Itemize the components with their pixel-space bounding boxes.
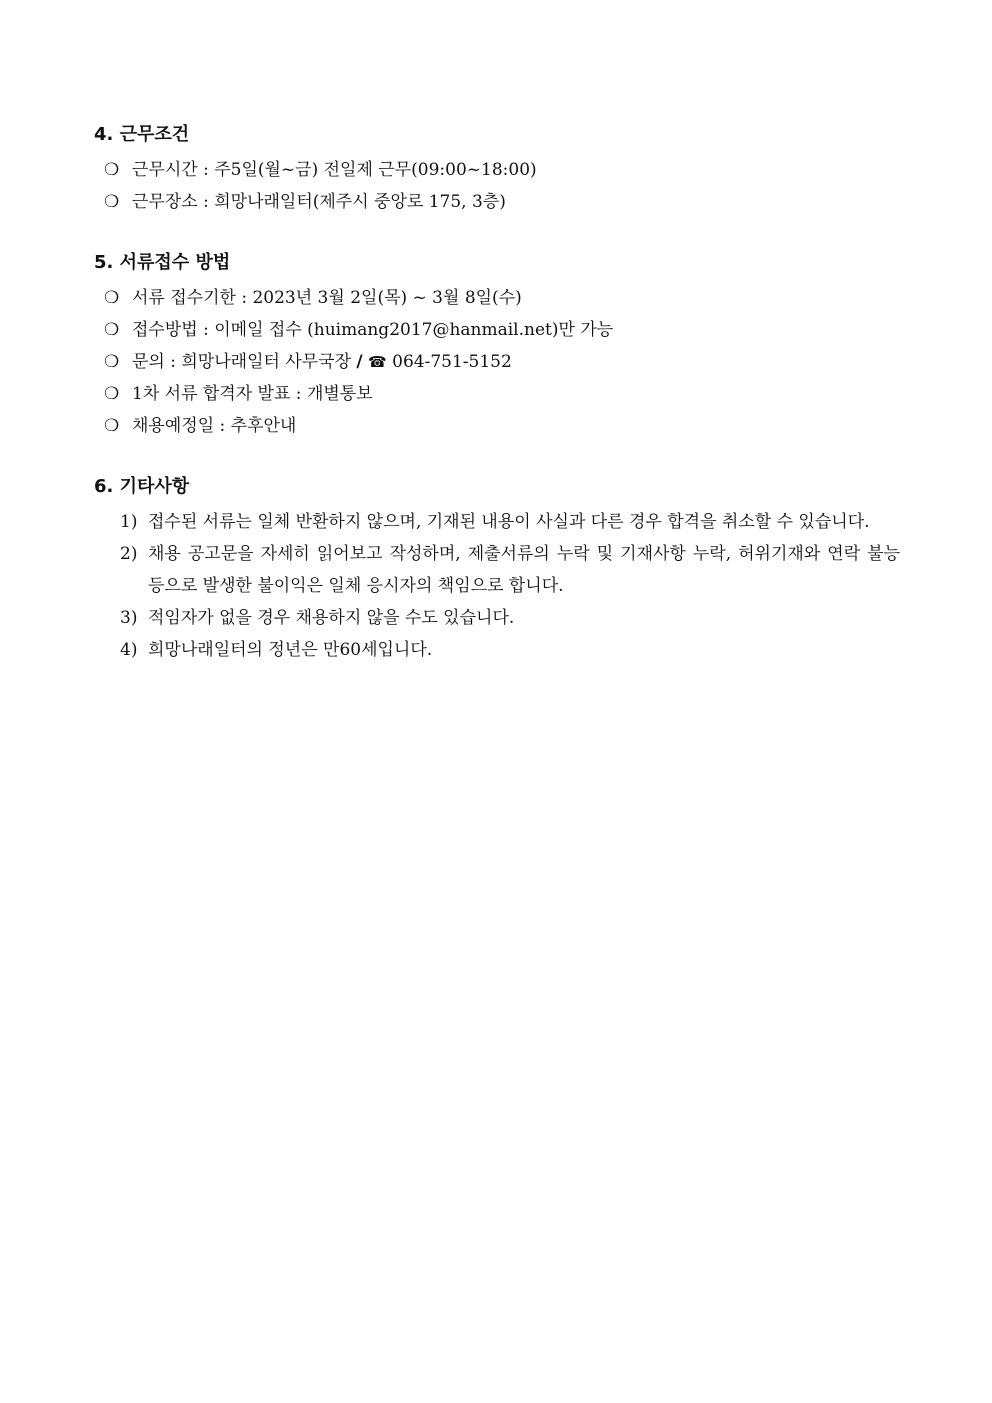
bullet-list — [94, 282, 900, 442]
list-item — [104, 314, 900, 346]
list-item-text: 근무장소 : 희망나래일터(제주시 중앙로 175, 3층) — [132, 192, 506, 212]
section-other-notes — [94, 474, 900, 666]
list-item-text: 채용 공고문을 자세히 읽어보고 작성하며, 제출서류의 누락 및 기재사항 누락, 허위기재와 연락 불능 등으로 발생한 불이익은 일체 응시자의 책임으로 합니다. — [148, 544, 900, 596]
contact-phone: 064-751-5152 — [392, 352, 512, 372]
section-heading: 6. 기타사항 — [94, 476, 190, 497]
bullet-circle-icon: ❍ — [104, 416, 120, 436]
list-item-text: 희망나래일터의 정년은 만60세입니다. — [148, 640, 433, 660]
phone-icon: ☎ — [368, 353, 387, 371]
bullet-list — [94, 154, 900, 218]
list-item — [104, 378, 900, 410]
list-item — [104, 154, 900, 186]
list-item — [120, 506, 900, 538]
list-item — [104, 282, 900, 314]
list-item-text: 접수방법 : 이메일 접수 (huimang2017@hanmail.net)만 가능 — [132, 320, 614, 340]
numbered-list — [94, 506, 900, 666]
section-heading: 4. 근무조건 — [94, 124, 190, 145]
list-item — [120, 634, 900, 666]
list-item-contact — [104, 346, 900, 378]
bullet-circle-icon: ❍ — [104, 160, 120, 180]
list-item-number: 3) — [120, 608, 138, 628]
section-heading: 5. 서류접수 방법 — [94, 252, 231, 273]
list-item-text: 채용예정일 : 추후안내 — [132, 416, 297, 436]
list-item — [104, 186, 900, 218]
list-item — [104, 410, 900, 442]
bullet-circle-icon: ❍ — [104, 352, 120, 372]
contact-label: 문의 : 희망나래일터 사무국장 — [132, 352, 352, 372]
list-item-number: 2) — [120, 544, 138, 564]
section-application-method — [94, 250, 900, 442]
list-item-text: 적임자가 없을 경우 채용하지 않을 수도 있습니다. — [148, 608, 515, 628]
section-work-conditions — [94, 122, 900, 218]
bullet-circle-icon: ❍ — [104, 192, 120, 212]
list-item-text: 1차 서류 합격자 발표 : 개별통보 — [132, 384, 373, 404]
list-item-text: 서류 접수기한 : 2023년 3월 2일(목) ~ 3월 8일(수) — [132, 288, 522, 308]
list-item — [120, 538, 900, 602]
list-item — [120, 602, 900, 634]
bullet-circle-icon: ❍ — [104, 320, 120, 340]
contact-separator: / — [356, 352, 363, 372]
list-item-number: 1) — [120, 512, 138, 532]
bullet-circle-icon: ❍ — [104, 384, 120, 404]
bullet-circle-icon: ❍ — [104, 288, 120, 308]
list-item-text: 근무시간 : 주5일(월~금) 전일제 근무(09:00~18:00) — [132, 160, 537, 180]
list-item-text: 접수된 서류는 일체 반환하지 않으며, 기재된 내용이 사실과 다른 경우 합격을 취소할 수 있습니다. — [148, 512, 870, 532]
list-item-number: 4) — [120, 640, 138, 660]
